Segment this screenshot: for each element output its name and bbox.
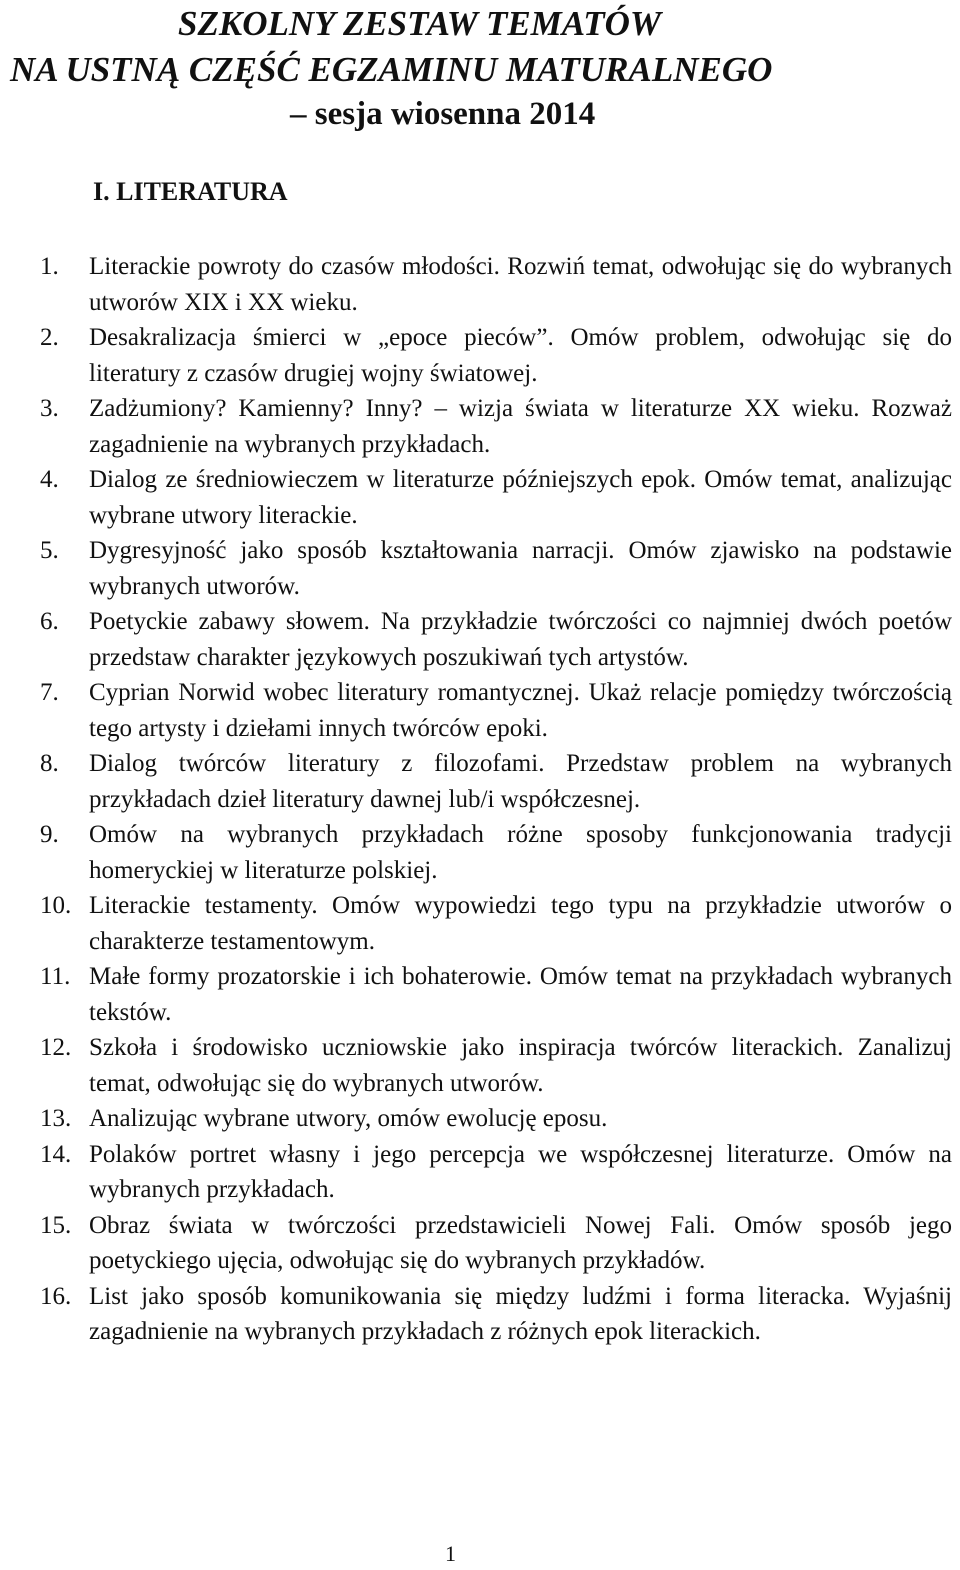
topic-text: Cyprian Norwid wobec literatury romantycznej. Ukaż relacje pomiędzy twórczością tego artysty i dziełami innych twórców epoki. — [89, 679, 952, 742]
session-subtitle: – sesja wiosenna 2014 — [290, 96, 596, 132]
topic-item — [40, 959, 952, 1030]
topic-text: Zadżumiony? Kamienny? Inny? – wizja świata w literaturze XX wieku. Rozważ zagadnienie na wybranych przykładach. — [89, 395, 952, 458]
topic-number: 13. — [40, 1105, 72, 1132]
topic-item — [40, 320, 952, 391]
topic-text: Desakralizacja śmierci w „epoce pieców”. Omów problem, odwołując się do literatury z czasów drugiej wojny światowej. — [89, 324, 952, 387]
topic-number: 7. — [40, 679, 59, 706]
topic-number: 10. — [40, 892, 72, 919]
topic-text: Analizując wybrane utwory, omów ewolucję eposu. — [89, 1105, 608, 1132]
topic-item — [40, 1279, 952, 1350]
topic-number: 6. — [40, 608, 59, 635]
topic-item — [40, 817, 952, 888]
topic-item — [40, 1137, 952, 1208]
topic-text: Szkoła i środowisko uczniowskie jako inspiracja twórców literackich. Zanalizuj temat, odwołując się do wybranych utworów. — [89, 1034, 952, 1097]
topic-number: 15. — [40, 1211, 72, 1239]
topic-text: Dygresyjność jako sposób kształtowania narracji. Omów zjawisko na podstawie wybranych utworów. — [89, 537, 952, 600]
topic-text: Literackie testamenty. Omów wypowiedzi tego typu na przykładzie utworów o charakterze testamentowym. — [89, 892, 952, 955]
topic-number: 16. — [40, 1282, 72, 1310]
topic-item — [40, 746, 952, 817]
topic-item — [40, 391, 952, 462]
topic-number: 1. — [40, 253, 59, 280]
topic-text: Poetyckie zabawy słowem. Na przykładzie twórczości co najmniej dwóch poetów przedstaw charakter językowych poszukiwań tych artystów. — [89, 608, 952, 671]
document-title-line-2: NA USTNĄ CZĘŚĆ EGZAMINU MATURALNEGO — [10, 50, 773, 89]
topic-item — [40, 888, 952, 959]
page-number: 1 — [445, 1541, 456, 1566]
topic-number: 3. — [40, 395, 59, 422]
topic-item — [40, 1030, 952, 1101]
topic-item — [40, 675, 952, 746]
topic-item — [40, 249, 952, 320]
topic-text: Literackie powroty do czasów młodości. Rozwiń temat, odwołując się do wybranych utworów XIX i XX wieku. — [89, 253, 952, 316]
topic-text: Małe formy prozatorskie i ich bohaterowie. Omów temat na przykładach wybranych tekstów. — [89, 963, 952, 1026]
topic-text: Obraz świata w twórczości przedstawicieli Nowej Fali. Omów sposób jego poetyckiego ujęcia, odwołując się do wybranych przykładów. — [89, 1211, 952, 1274]
topic-item — [40, 462, 952, 533]
topic-list — [40, 249, 952, 1350]
topic-item — [40, 1208, 952, 1279]
topic-text: List jako sposób komunikowania się między ludźmi i forma literacka. Wyjaśnij zagadnienie na wybranych przykładach z różnych epok literackich. — [89, 1282, 952, 1345]
topic-number: 11. — [40, 963, 71, 990]
topic-number: 4. — [40, 466, 59, 493]
section-heading: I. LITERATURA — [93, 177, 288, 206]
topic-text: Omów na wybranych przykładach różne sposoby funkcjonowania tradycji homeryckiej w literaturze polskiej. — [89, 821, 952, 884]
topic-number: 9. — [40, 821, 59, 848]
topic-number: 12. — [40, 1034, 72, 1061]
topic-number: 8. — [40, 750, 59, 777]
document-title-line-1: SZKOLNY ZESTAW TEMATÓW — [178, 4, 661, 43]
topic-number: 5. — [40, 537, 59, 564]
topic-number: 14. — [40, 1140, 72, 1168]
topic-item — [40, 1101, 952, 1137]
topic-item — [40, 604, 952, 675]
topic-number: 2. — [40, 324, 59, 351]
topic-text: Dialog ze średniowieczem w literaturze późniejszych epok. Omów temat, analizując wybrane utwory literackie. — [89, 466, 952, 529]
topic-text: Polaków portret własny i jego percepcja we współczesnej literaturze. Omów na wybranych przykładach. — [89, 1140, 952, 1203]
topic-text: Dialog twórców literatury z filozofami. Przedstaw problem na wybranych przykładach dzieł literatury dawnej lub/i współczesnej. — [89, 750, 952, 813]
topic-item — [40, 533, 952, 604]
